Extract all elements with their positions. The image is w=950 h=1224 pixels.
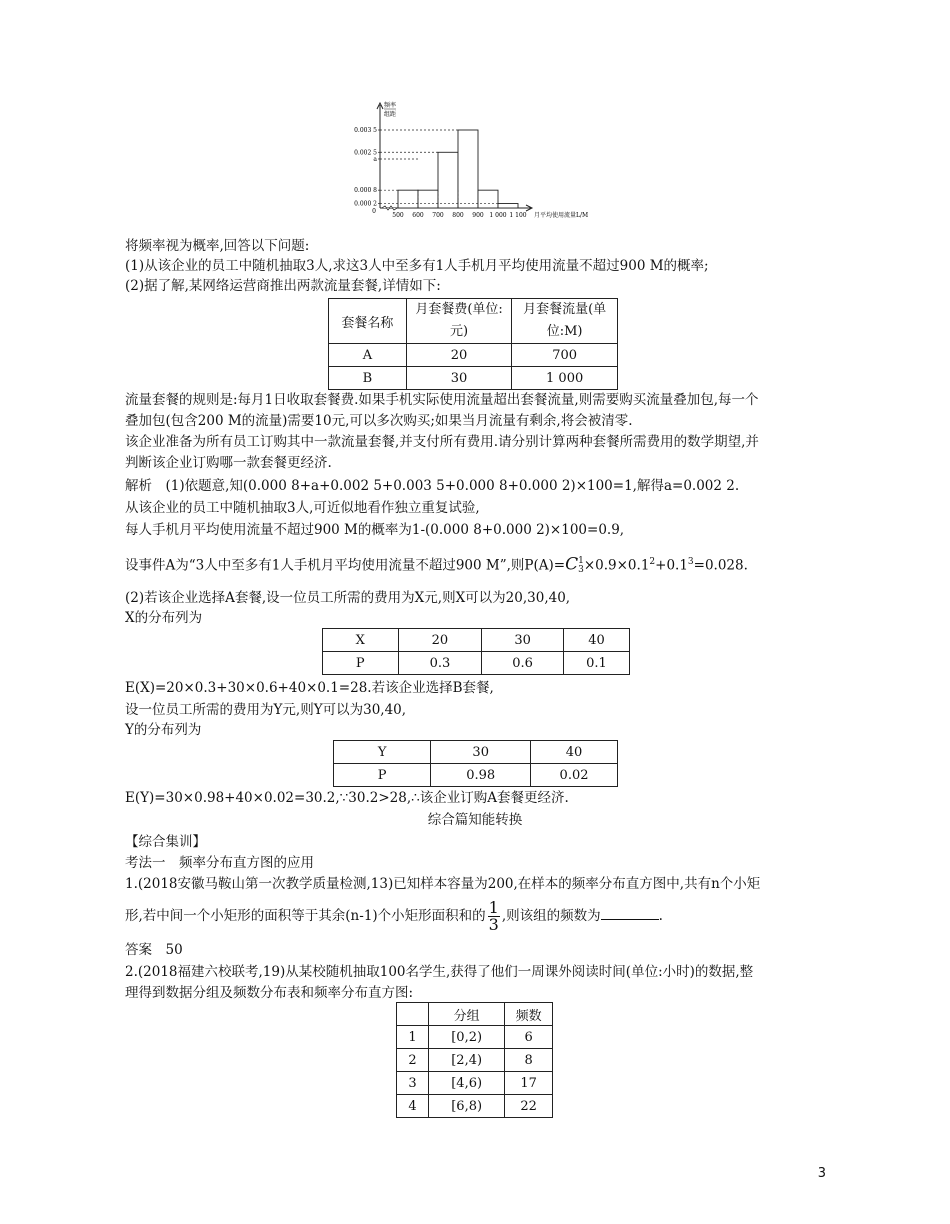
x-tick-label: 600 — [412, 212, 424, 219]
text-line: X的分布列为 — [125, 610, 203, 626]
text-line: 设一位员工所需的费用为Y元,则Y可以为30,40, — [125, 702, 407, 718]
table-cell: 0.02 — [531, 764, 618, 787]
table-cell: P — [323, 652, 399, 675]
table-header: 频数 — [505, 1003, 553, 1026]
problem-1: 1.(2018安徽马鞍山第一次教学质量检测,13)已知样本容量为200,在样本的频率分布直方图中,共有n个小矩 — [125, 876, 761, 892]
subscript: 3 — [578, 565, 584, 575]
table-header — [512, 299, 618, 344]
superscript: 3 — [687, 557, 694, 567]
fraction-numerator: 1 — [488, 898, 499, 917]
histogram-bar — [438, 152, 458, 208]
table-cell: [2,4) — [429, 1049, 505, 1072]
histogram-bar — [498, 204, 518, 208]
text-line: 每人手机月平均使用流量不超过900 M的概率为1-(0.000 8+0.000 2)×100=0.9, — [125, 522, 625, 538]
text-line: Y的分布列为 — [125, 722, 202, 738]
x-axis-label: 月平均使用流量L/M — [534, 212, 589, 219]
table-cell: 0.3 — [398, 652, 482, 675]
y-distribution-table — [333, 740, 618, 787]
histogram-plot-area — [354, 101, 588, 219]
table-row — [397, 1003, 553, 1026]
page-number: 3 — [817, 1166, 826, 1181]
y-label-bottom: 组距 — [384, 111, 397, 118]
text-line: 叠加包(包含200 M的流量)需要10元,可以多次购买;如果当月流量有剩余,将会被清零. — [125, 413, 633, 429]
table-cell: A — [329, 344, 407, 367]
table-header — [406, 299, 511, 344]
formula-text: 设事件A为“3人中至多有1人手机月平均使用流量不超过900 M”,则P(A)= — [125, 557, 566, 574]
origin-label: 0 — [372, 208, 376, 215]
question-2: (2)据了解,某网络运营商推出两款流量套餐,详情如下: — [125, 278, 441, 294]
y-tick-label: 0.003 5 — [354, 127, 377, 134]
table-cell: 40 — [563, 629, 629, 652]
table-row — [397, 1049, 553, 1072]
method-heading: 考法一 频率分布直方图的应用 — [125, 855, 314, 871]
text-line: (2)若该企业选择A套餐,设一位员工所需的费用为X元,则X可以为20,30,40, — [125, 590, 571, 606]
histogram-bar — [418, 190, 438, 208]
combination-symbol: C — [565, 554, 579, 575]
table-row — [397, 1072, 553, 1095]
table-row — [329, 299, 618, 344]
y-tick-label: 0.002 5 — [354, 149, 377, 157]
solution-line: 解析 (1)依题意,知(0.000 8+a+0.002 5+0.003 5+0.000 8+0.000 2)×100=1,解得a=0.002 2. — [125, 478, 740, 494]
histogram-chart — [340, 95, 600, 225]
table-cell: 8 — [505, 1049, 553, 1072]
question-1: (1)从该企业的员工中随机抽取3人,求这3人中至多有1人手机月平均使用流量不超过900 M的概率; — [125, 258, 709, 274]
table-cell: 700 — [512, 344, 618, 367]
table-cell: 20 — [406, 344, 511, 367]
table-header — [397, 1003, 429, 1026]
table-cell: 0.1 — [563, 652, 629, 675]
text-line: E(X)=20×0.3+30×0.6+40×0.1=28.若该企业选择B套餐, — [125, 680, 494, 696]
x-tick-label: 700 — [432, 212, 444, 219]
text-span: 形,若中间一个小矩形的面积等于其余(n-1)个小矩形面积和的 — [125, 908, 486, 924]
problem-1-continued — [125, 900, 663, 933]
table-row — [323, 652, 630, 675]
text-line: 理得到数据分组及频数分布表和频率分布直方图: — [125, 985, 414, 1001]
table-row — [323, 629, 630, 652]
text-line: E(Y)=30×0.98+40×0.02=30.2,∵30.2>28,∴该企业订购A套餐更经济. — [125, 790, 569, 806]
x-distribution-table — [322, 628, 630, 675]
header-part: 月套餐流量(单 — [523, 302, 607, 317]
table-row — [397, 1026, 553, 1049]
table-cell: 17 — [505, 1072, 553, 1095]
histogram-bar — [458, 130, 478, 208]
y-label-top: 频率 — [384, 102, 397, 109]
fraction — [488, 900, 500, 933]
table-cell: 1 000 — [512, 367, 618, 390]
table-cell: 6 — [505, 1026, 553, 1049]
histogram-bar — [478, 190, 498, 208]
answer-line: 答案 50 — [125, 942, 183, 958]
superscript: 1 — [578, 556, 584, 566]
formula-text: =0.028. — [693, 557, 748, 574]
table-cell: 4 — [397, 1095, 429, 1118]
problem-2: 2.(2018福建六校联考,19)从某校随机抽取100名学生,获得了他们一周课外阅读时间(单位:小时)的数据,整 — [125, 964, 754, 980]
section-heading: 【综合集训】 — [125, 834, 206, 850]
table-cell: 3 — [397, 1072, 429, 1095]
table-cell: Y — [334, 741, 431, 764]
formula-line — [125, 552, 748, 576]
table-cell: 2 — [397, 1049, 429, 1072]
x-tick-label: 1 000 — [489, 212, 507, 219]
text-line: 流量套餐的规则是:每月1日收取套餐费.如果手机实际使用流量超出套餐流量,则需要购买流量叠加包,每一个 — [125, 392, 759, 408]
histogram-bar — [398, 190, 418, 208]
table-cell: X — [323, 629, 399, 652]
text-line: 判断该企业订购哪一款套餐更经济. — [125, 455, 332, 471]
table-cell: 0.6 — [482, 652, 564, 675]
table-cell: 30 — [431, 741, 531, 764]
x-tick-label: 500 — [392, 212, 404, 219]
y-tick-label: a — [373, 155, 377, 163]
y-tick-label: 0.000 8 — [354, 187, 377, 195]
header-part: 元) — [450, 324, 469, 339]
text-line: 将频率视为概率,回答以下问题: — [125, 238, 310, 254]
header-part: 月套餐费(单位: — [415, 302, 503, 317]
table-cell: [0,2) — [429, 1026, 505, 1049]
table-cell: P — [334, 764, 431, 787]
frequency-table — [396, 1002, 553, 1118]
table-cell: 0.98 — [431, 764, 531, 787]
table-row — [329, 344, 618, 367]
answer-blank — [601, 905, 659, 920]
table-row — [334, 741, 618, 764]
table-row — [334, 764, 618, 787]
table-cell: 40 — [531, 741, 618, 764]
x-tick-label: 1 100 — [509, 212, 527, 219]
table-cell: 1 — [397, 1026, 429, 1049]
x-tick-label: 900 — [472, 212, 484, 219]
table-cell: 30 — [482, 629, 564, 652]
fraction-denominator: 3 — [488, 915, 499, 934]
table-cell: 30 — [406, 367, 511, 390]
y-tick-label: 0.000 2 — [354, 200, 377, 208]
text-span: . — [658, 908, 663, 924]
table-header: 套餐名称 — [329, 299, 407, 344]
table-row — [329, 367, 618, 390]
superscript: 2 — [649, 557, 656, 567]
text-span: ,则该组的频数为 — [501, 908, 601, 924]
table-cell: [4,6) — [429, 1072, 505, 1095]
table-cell: B — [329, 367, 407, 390]
text-line: 该企业准备为所有员工订购其中一款流量套餐,并支付所有费用.请分别计算两种套餐所需费用的数学期望,并 — [125, 434, 759, 450]
table-cell: 20 — [398, 629, 482, 652]
table-header: 分组 — [429, 1003, 505, 1026]
text-line: 从该企业的员工中随机抽取3人,可近似地看作独立重复试验, — [125, 500, 480, 516]
table-row — [397, 1095, 553, 1118]
table-cell: 22 — [505, 1095, 553, 1118]
x-tick-label: 800 — [452, 212, 464, 219]
axis-break — [382, 206, 397, 210]
formula-text: ×0.9×0.1 — [583, 557, 650, 574]
table-cell: [6,8) — [429, 1095, 505, 1118]
section-title: 综合篇知能转换 — [427, 812, 523, 828]
plan-table — [328, 298, 618, 390]
formula-text: +0.1 — [655, 557, 688, 574]
header-part: 位:M) — [546, 324, 583, 339]
